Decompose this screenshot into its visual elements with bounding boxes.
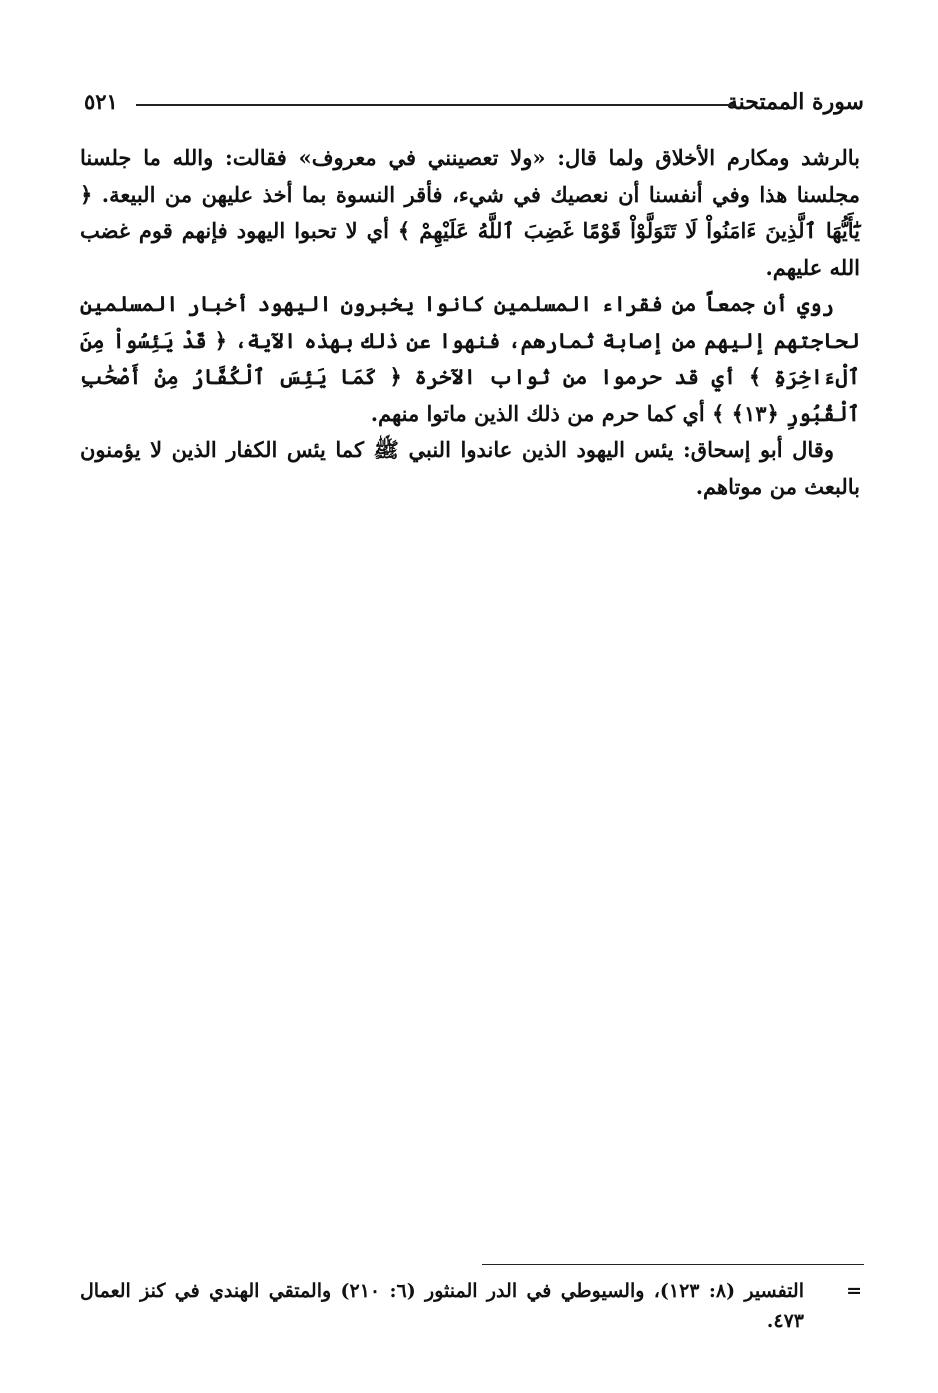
footnote (80, 1276, 862, 1336)
body-text (80, 140, 860, 505)
header-rule (136, 104, 734, 106)
paragraph-1: بالرشد ومكارم الأخلاق ولما قال: «ولا تعصينني في معروف» فقالت: والله ما جلسنا مجلسنا هذا وفي أنفسنا أن نعصيك في شيء، فأقر النسوة بما أخذ عليهن من البيعة. ﴿ يَٰٓأَيُّهَا ٱلَّذِينَ ءَامَنُواْ لَا تَتَوَلَّوْاْ قَوْمًا غَضِبَ ٱللَّهُ عَلَيْهِمْ ﴾ أي لا تحبوا اليهود فإنهم قوم غضب الله عليهم. (80, 145, 860, 280)
paragraph-3: وقال أبو إسحاق: يئس اليهود الذين عاندوا النبي ﷺ كما يئس الكفار الذين لا يؤمنون بالبعث من موتاهم. (80, 437, 860, 499)
page-number: ٥٢١ (84, 89, 118, 114)
footnote-continuation-mark: = (846, 1280, 862, 1302)
page-header (84, 82, 864, 122)
surah-title: سورة الممتحنة (726, 89, 864, 115)
footnote-text: التفسير (٨: ١٢٣)، والسيوطي في الدر المنثور (٦: ٢١٠) والمتقي الهندي في كنز العمال ٤٧٣. (80, 1280, 804, 1332)
paragraph-2: روي أن جمعاً من فقراء المسلمين كانوا يخبرون اليهود أخبار المسلمين لحاجتهم إليهم من إصابة ثمارهم، فنهوا عن ذلك بهذه الآية، ﴿ قَدْ يَئِسُواْ مِنَ ٱلْءَاخِرَةِ ﴾ أي قد حرموا من ثواب الآخرة ﴿ كَمَا يَئِسَ ٱلْكُفَّارُ مِنْ أَصْحَٰبِ ٱلْقُبُورِ ﴿١٣﴾ ﴾ أي كما حرم من ذلك الذين ماتوا منهم. (80, 291, 860, 426)
footnote-rule (482, 1264, 864, 1265)
